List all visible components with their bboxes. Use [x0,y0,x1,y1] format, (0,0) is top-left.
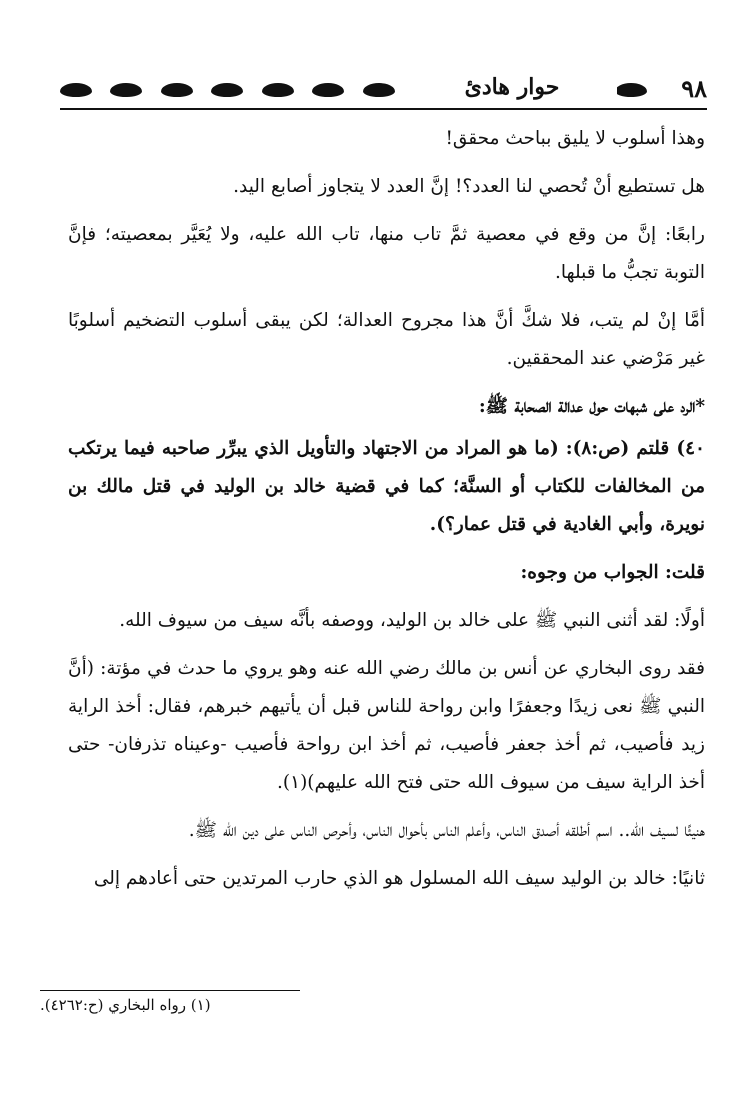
paragraph: أمَّا إنْ لم يتب، فلا شكَّ أنَّ هذا مجروح العدالة؛ لكن يبقى أسلوب التضخيم أسلوبًا غير مَرْضي عند المحققين. [68,310,705,369]
header-rule [60,108,707,110]
ornament-icon [60,83,92,97]
ornament-icon [312,83,344,97]
ornament-icon [262,83,294,97]
ornament-icon [110,83,142,97]
page-body [68,120,705,908]
paragraph: أولًا: لقد أثنى النبي ﷺ على خالد بن الوليد، ووصفه بأنَّه سيف من سيوف الله. [119,610,705,631]
ornament-icon [615,83,647,97]
page-header [60,70,707,106]
paragraph: فقد روى البخاري عن أنس بن مالك رضي الله عنه وهو يروي ما حدث في مؤتة: (أنَّ النبي ﷺ نعى زيدًا وجعفرًا وابن رواحة للناس قبل أن يأتيهم خبرهم، فقال: أخذ الراية زيد فأصيب، ثم أخذ جعفر فأصيب، ثم أخذ ابن رواحة فأصيب -وعيناه تذرفان- حتى أخذ الراية سيف من سيوف الله حتى فتح الله عليهم)(١). [68,658,705,793]
answer-intro: قلت: الجواب من وجوه: [520,562,705,583]
question-paragraph: ٤٠) قلتم (ص:٨): (ما هو المراد من الاجتهاد والتأويل الذي يبرِّر صاحبه فيما يرتكب من المخالفات للكتاب أو السنَّة؛ كما في قضية خالد بن الوليد في قتل مالك بن نويرة، وأبي الغادية في قتل عمار؟). [68,438,705,535]
running-title: حوار هادئ [464,74,560,100]
paragraph: رابعًا: إنَّ من وقع في معصية ثمَّ تاب منها، تاب الله عليه، ولا يُعَيَّر بمعصيته؛ فإنَّ التوبة تجبُّ ما قبلها. [68,224,705,283]
paragraph: ثانيًا: خالد بن الوليد سيف الله المسلول هو الذي حارب المرتدين حتى أعادهم إلى [93,868,705,889]
ornament-icon [211,83,243,97]
page-number: ٩٨ [681,74,707,103]
paragraph: وهذا أسلوب لا يليق بباحث محقق! [445,128,705,149]
ornament-icon [363,83,395,97]
footnote-rule [40,990,300,991]
section-heading: *الرد على شبهات حول عدالة الصحابة ﷺ: [478,396,705,417]
ornament-icon [161,83,193,97]
paragraph: هنيئًا لسيف الله.. اسم أطلقه أصدق الناس، وأعلم الناس بأحوال الناس، وأحرص الناس على دين الله ﷺ. [188,820,705,841]
footnote: (١) رواه البخاري (ح:٤٢٦٢). [40,996,211,1014]
paragraph: هل تستطيع أنْ تُحصي لنا العدد؟! إنَّ العدد لا يتجاوز أصابع اليد. [233,176,705,197]
